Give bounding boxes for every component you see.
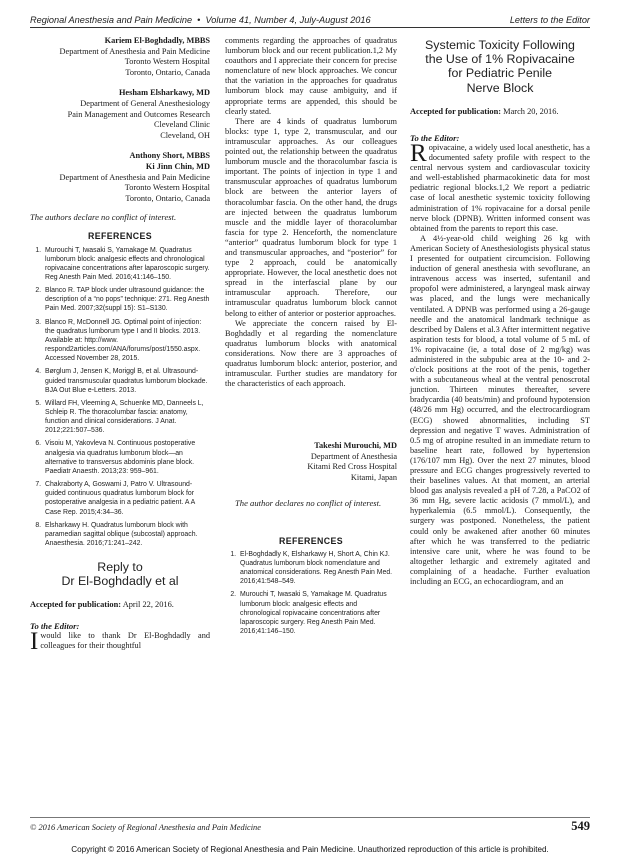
title-line: Systemic Toxicity Following (425, 38, 575, 52)
reference-list (225, 550, 397, 636)
title-line: for Pediatric Penile (448, 66, 552, 81)
letter-body (410, 140, 590, 587)
reference-item: 3. Blanco R, McDonnell JG. Optimal point of injection: the quadratus lumborum type I and II blocks. 2013. Available at: http://www. respond2articles.com/ANA/forums/post/1550.aspx. Accessed November 28, 2015. (43, 318, 210, 364)
drop-cap: R (410, 140, 427, 167)
author-name: Kariem El-Boghdadly, MBBS (104, 36, 210, 45)
reference-item: 1. El-Boghdadly K, Elsharkawy H, Short A, Chin KJ. Quadratus lumborum block nomenclature and anatomical considerations. Reg Anesth Pain Med. 2016;41:548–549. (238, 550, 397, 587)
author-name: Takeshi Murouchi, MD (314, 441, 397, 451)
reproduction-notice: Copyright © 2016 American Society of Regional Anesthesia and Pain Medicine. Unauthorized reproduction of this article is prohibited. (71, 845, 549, 854)
conflict-declaration: The author declares no conflict of interest. (235, 497, 382, 508)
column-left (30, 36, 210, 655)
journal-name: Regional Anesthesia and Pain Medicine (30, 15, 193, 25)
author-name: Hesham Elsharkawy, MD (118, 88, 210, 98)
signature-block (30, 88, 210, 141)
affiliation-line: Cleveland, OH (160, 130, 210, 140)
acceptance-line (410, 107, 590, 117)
to-the-editor: To the Editor: (410, 132, 460, 143)
affiliation-line: Kitami, Japan (350, 473, 397, 483)
acceptance-label: Accepted for publication: (30, 599, 122, 609)
reference-item: 6. Visoiu M, Yakovleva N. Continuous postoperative analgesia via quadratus lumborum block—an alternative to transversus abdominis plane block. Paediatr Anaesth. 2013;23: 959–961. (43, 439, 210, 476)
column-middle (225, 36, 397, 640)
author-name: Anthony Short, MBBS (129, 151, 210, 161)
acceptance-label: Accepted for publication: (410, 106, 502, 116)
header-rule (30, 27, 590, 28)
column-right (410, 36, 590, 587)
to-the-editor: To the Editor: (30, 620, 80, 631)
reply-title-line: Reply to (97, 560, 143, 575)
reference-item: 8. Elsharkawy H. Quadratus lumborum block with paramedian sagittal oblique (subcostal) approach. Anaesthesia. 2016;71:241–242. (43, 521, 210, 548)
references-heading: REFERENCES (87, 231, 153, 242)
affiliation-line: Toronto, Ontario, Canada (125, 193, 210, 203)
affiliation-line: Toronto, Ontario, Canada (125, 67, 210, 77)
reference-list (30, 246, 210, 549)
reference-item: 5. Willard FH, Vleeming A, Schuenke MD, Danneels L, Schleip R. The thoracolumbar fascia: anatomy, function and clinical considerations. J Anat. 2012;221:507–536. (43, 399, 210, 436)
drop-cap: I (30, 627, 39, 655)
article-title (410, 38, 590, 95)
footer-copyright: © 2016 American Society of Regional Anesthesia and Pain Medicine (30, 823, 261, 832)
title-line: the Use of 1% Ropivacaine (425, 52, 575, 67)
reply-body (30, 627, 210, 655)
page-number: 549 (571, 819, 590, 833)
reference-item: 4. Børglum J, Jensen K, Moriggl B, et al. Ultrasound-guided transmuscular quadratus lumborum blockade. BJA Out Blue e-Letters. 2013. (43, 367, 210, 394)
affiliation-line: Department of Anesthesia (310, 451, 397, 461)
acceptance-date: March 20, 2016. (503, 106, 559, 116)
references-heading: REFERENCES (278, 535, 344, 546)
body-paragraph: opivacaine, a widely used local anesthetic, has a documented safety profile with respect to the central nervous system and cardiovascular toxicity and well-established pharmacokinetic data for most pediatric regional blocks.1,2 We report a pediatric case of local anesthetic systemic toxicity following administration of 1% ropivacaine for a dorsal penile nerve block (DPNB). Written informed consent was obtained from the parents to report this case. (410, 143, 590, 233)
acceptance-line (30, 600, 210, 610)
conflict-declaration: The authors declare no conflict of interest. (30, 212, 177, 223)
reply-title-line: Dr El-Boghdadly et al (61, 574, 179, 589)
body-paragraph: There are 4 kinds of quadratus lumborum blocks: type 1, type 2, transmuscular, and our intramuscular approaches. As our colleagues pointed out, the relationship between the quadratus lumborum muscle and the thoracolumbar fascia is important. The points of injection in type 1 and transmuscular approaches of quadratus lumborum block are between the anterior layers of thoracolumbar fascia. On the other hand, the drugs are injected between the quadratus lumborum muscle and the middle layer of thoracolumbar fascia for type 2. Henceforth, the nomenclature “anterior” quadratus lumborum block for type 1 and transmuscular approaches, and “posterior” for type 2 approach, could be anatomically appropriate. However, the local anesthetic does not spread in the interfascial plane by our intramuscular approach. Therefore, our intramuscular quadratus lumborum block cannot belong to either of anterior or posterior approaches. (225, 116, 397, 318)
reference-item: 1. Murouchi T, Iwasaki S, Yamakage M. Quadratus lumborum block: analgesic effects and chronological ropivacaine concentrations after laparoscopic surgery. Reg Anesth Pain Med. 2016;41:146–150. (43, 246, 210, 283)
body-paragraph: We appreciate the concern raised by El-Boghdadly et al regarding the nomenclature quadratus lumborum blocks with anatomical considerations. Now there are 3 approaches of quadratus lumborum block: anterior, posterior, and intramuscular. Further studies are mandatory for the characteristics of each approach. (225, 318, 397, 389)
affiliation-line: Toronto Western Hospital (124, 183, 210, 193)
issue-info: Volume 41, Number 4, July-August 2016 (205, 15, 371, 25)
author-name: Ki Jinn Chin, MD (145, 161, 210, 171)
affiliation-line: Kitami Red Cross Hospital (307, 462, 397, 472)
acceptance-date: April 22, 2016. (122, 599, 174, 609)
affiliation-line: Department of General Anesthesiology (80, 98, 210, 108)
body-paragraph: comments regarding the approaches of quadratus lumborum block and our recent publication.1,2 My coauthors and I appreciate their concern for precise nomenclature of new block approaches. We concur that the variation in the approaches for quadratus lumborum block may cause ambiguity, and if appropriate terms are appended, this should be clearly stated. (225, 36, 397, 116)
affiliation-line: Pain Management and Outcomes Research (67, 109, 210, 119)
reply-text: would like to thank Dr El-Boghdadly and colleagues for their thoughtful (40, 630, 210, 650)
affiliation-line: Department of Anesthesia and Pain Medicine (59, 46, 210, 56)
body-paragraph: A 4½-year-old child weighing 26 kg with American Society of Anesthesiologists physical status I presented for outpatient circumcision. Following induction of general anesthesia with sevoflurane, an intravenous access was inserted, sufentanil and propofol were administered, a laryngeal mask airway was placed, and the lungs were mechanically ventilated. A DPNB was performed using a 26-gauge needle and the anatomical landmark technique as described by Dalens et al.3 After intermittent negative aspiration tests for blood, a total volume of 5 mL of 1% ropivacaine (ie, a total dose of 2 mg/kg) was administered in the subpubic area at the 10- and 2-o'clock positions at the root of the penis, together with a subcutaneous wheal at the ventral penoscrotal junction. Thirteen minutes thereafter, severe bradycardia (40 beats/min) and profound hypotension (48/26 mm Hg) occurred, and the electrocardiogram (ECG) showed abnormalities, including ST depression and negative T waves. Administration of 0.5 mg of atropine resulted in an immediate return to baseline heart rate, followed by hypertension (176/107 mm Hg). Over the next 27 minutes, blood pressure and ECG changes progressively reverted to their baselines values. At that moment, an arterial blood gas analysis revealed a pH of 7.28, a PaCO2 of 36 mm Hg, severe lactic acidosis (7 mmol/L), and hyperkalemia (6.5 mmol/L). Consequently, the surgery was postponed. Nonetheless, the patient could only be awakened after another 60 minutes after which he was transferred to the pediatric intensive care unit, where he was found to be altogether lethargic and extremely agitated and complaining of a headache. Further evaluation including an ECG, an echocardiogram, and an (410, 233, 590, 587)
journal-issue-line: Regional Anesthesia and Pain Medicine • Volume 41, Number 4, July-August 2016 (30, 15, 371, 25)
reference-item: 2. Blanco R. TAP block under ultrasound guidance: the description of a “no pops” technique: 271. Reg Anesth Pain Med. 2007;32(suppl 15): S1–S130. (43, 286, 210, 313)
section-name: Letters to the Editor (509, 15, 590, 25)
affiliation-line: Cleveland Clinic (154, 120, 210, 130)
footer-rule (30, 817, 590, 818)
letter-body (225, 36, 397, 389)
reference-item: 2. Murouchi T, Iwasaki S, Yamakage M. Quadratus lumborum block: analgesic effects and chronological ropivacaine concentrations after laparoscopic surgery. Reg Anesth Pain Med. 2016;41:146–150. (238, 590, 397, 636)
reply-title (30, 560, 210, 588)
affiliation-line: Department of Anesthesia and Pain Medicine (59, 172, 210, 182)
signature-block (30, 36, 210, 78)
signature-block (30, 151, 210, 204)
reference-item: 7. Chakraborty A, Goswami J, Patro V. Ultrasound-guided continuous quadratus lumborum block for postoperative analgesia in a pediatric patient. A A Case Rep. 2015;4:34–36. (43, 480, 210, 517)
title-line: Nerve Block (466, 80, 534, 95)
signature-block (225, 441, 397, 483)
affiliation-line: Toronto Western Hospital (124, 57, 210, 67)
